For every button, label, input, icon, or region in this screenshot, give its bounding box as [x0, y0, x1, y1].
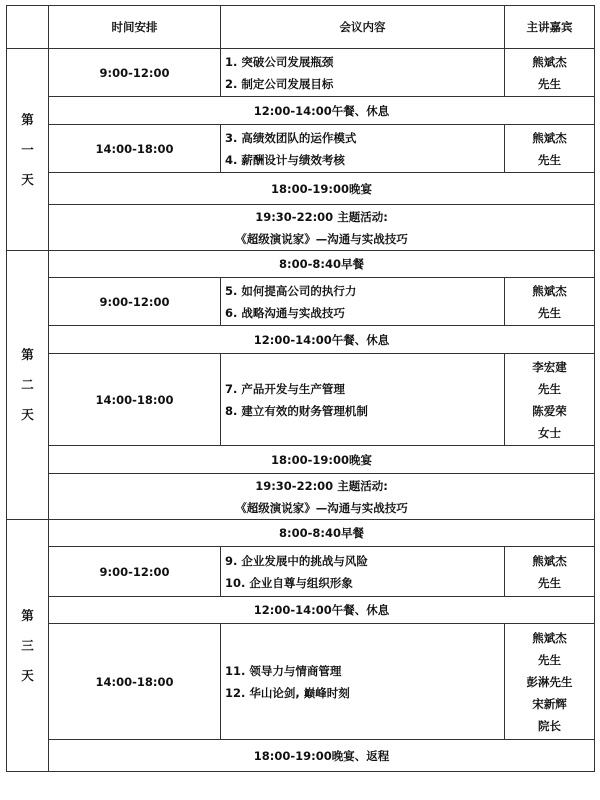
- session-speaker: [505, 354, 595, 446]
- full-width-cell: [49, 597, 595, 624]
- session-topic: 7. 产品开发与生产管理: [225, 381, 345, 396]
- full-row: [7, 597, 595, 624]
- day-label-char: 第: [21, 347, 34, 362]
- speaker-line: 陈爱荣: [532, 403, 567, 418]
- speaker-line: 李宏建: [532, 359, 567, 374]
- session-row: [7, 49, 595, 97]
- session-content: [221, 49, 505, 97]
- session-time: 14:00-18:00: [49, 624, 221, 740]
- day-label-char: 第: [21, 607, 34, 623]
- session-row: [7, 278, 595, 326]
- speaker-line: 先生: [538, 652, 561, 667]
- header-speaker: 主讲嘉宾: [505, 6, 595, 49]
- full-width-line: 8:00-8:40早餐: [279, 257, 364, 271]
- full-width-line: 12:00-14:00午餐、休息: [253, 103, 390, 118]
- session-time: 9:00-12:00: [49, 278, 221, 326]
- speaker-line: 院长: [538, 718, 561, 733]
- schedule-table: [6, 5, 595, 772]
- full-width-line: 18:00-19:00晚宴: [271, 452, 372, 467]
- day-label-char: 三: [21, 637, 34, 653]
- day-label-char: 天: [21, 407, 34, 422]
- speaker-line: 熊斌杰: [532, 130, 567, 145]
- session-topic: 9. 企业发展中的挑战与风险: [225, 553, 368, 568]
- speaker-line: 宋新辉: [532, 696, 567, 711]
- session-speaker: [505, 278, 595, 326]
- session-topic: 10. 企业自尊与组织形象: [225, 575, 353, 590]
- speaker-line: 先生: [538, 152, 561, 167]
- speaker-line: 熊斌杰: [532, 54, 567, 69]
- full-width-line: 《超级演说家》—沟通与实战技巧: [235, 500, 408, 515]
- session-content: [221, 547, 505, 597]
- full-width-cell: [49, 97, 595, 125]
- session-topic: 2. 制定公司发展目标: [225, 76, 334, 91]
- full-row: [7, 520, 595, 547]
- speaker-line: 先生: [538, 305, 561, 320]
- speaker-line: 彭淋先生: [526, 674, 573, 689]
- full-width-cell: [49, 173, 595, 205]
- session-topic: 3. 高绩效团队的运作模式: [225, 130, 357, 145]
- full-width-line: 12:00-14:00午餐、休息: [253, 332, 390, 347]
- session-topic: 4. 薪酬设计与绩效考核: [225, 152, 345, 167]
- session-row: [7, 354, 595, 446]
- session-topic: 11. 领导力与情商管理: [225, 663, 342, 678]
- session-row: [7, 624, 595, 740]
- day-label: [7, 520, 49, 772]
- full-row: [7, 173, 595, 205]
- full-row: [7, 205, 595, 251]
- day-label-char: 二: [21, 377, 34, 392]
- day-label-char: 一: [21, 141, 34, 157]
- speaker-line: 女士: [538, 425, 561, 440]
- full-row: [7, 251, 595, 278]
- full-row: [7, 446, 595, 474]
- session-topic: 5. 如何提高公司的执行力: [225, 283, 357, 298]
- session-time: 9:00-12:00: [49, 49, 221, 97]
- full-width-line: 18:00-19:00晚宴: [271, 181, 372, 196]
- full-width-cell: [49, 251, 595, 278]
- session-content: [221, 354, 505, 446]
- schedule-body: [7, 49, 595, 772]
- full-row: [7, 97, 595, 125]
- full-row: [7, 326, 595, 354]
- full-width-cell: [49, 326, 595, 354]
- day-label: [7, 251, 49, 520]
- speaker-line: 熊斌杰: [532, 283, 567, 298]
- full-width-line: 19:30-22:00 主题活动:: [255, 478, 388, 493]
- session-speaker: [505, 125, 595, 173]
- session-topic: 6. 战略沟通与实战技巧: [225, 305, 345, 320]
- day-label-char: 天: [21, 667, 34, 683]
- header-time: 时间安排: [49, 6, 221, 49]
- session-topic: 8. 建立有效的财务管理机制: [225, 403, 368, 418]
- full-width-cell: [49, 740, 595, 772]
- header-day: [7, 6, 49, 49]
- speaker-line: 熊斌杰: [532, 630, 567, 645]
- day-label-char: 第: [21, 111, 34, 127]
- full-row: [7, 474, 595, 520]
- session-content: [221, 125, 505, 173]
- session-speaker: [505, 624, 595, 740]
- session-content: [221, 624, 505, 740]
- full-width-line: 8:00-8:40早餐: [279, 526, 364, 540]
- speaker-line: 先生: [538, 575, 561, 590]
- full-width-line: 12:00-14:00午餐、休息: [253, 603, 390, 617]
- speaker-line: 先生: [538, 381, 561, 396]
- full-width-cell: [49, 205, 595, 251]
- full-width-cell: [49, 520, 595, 547]
- session-time: 14:00-18:00: [49, 125, 221, 173]
- session-topic: 1. 突破公司发展瓶颈: [225, 54, 334, 69]
- session-time: 14:00-18:00: [49, 354, 221, 446]
- session-topic: 12. 华山论剑, 巅峰时刻: [225, 685, 350, 700]
- full-row: [7, 740, 595, 772]
- day-label: [7, 49, 49, 251]
- session-time: 9:00-12:00: [49, 547, 221, 597]
- header-row: [7, 6, 595, 49]
- speaker-line: 熊斌杰: [532, 553, 567, 568]
- day-label-char: 天: [21, 171, 34, 187]
- header-content: 会议内容: [221, 6, 505, 49]
- speaker-line: 先生: [538, 76, 561, 91]
- full-width-line: 19:30-22:00 主题活动:: [255, 209, 388, 224]
- session-speaker: [505, 49, 595, 97]
- session-row: [7, 125, 595, 173]
- full-width-line: 18:00-19:00晚宴、返程: [253, 748, 390, 763]
- session-row: [7, 547, 595, 597]
- full-width-line: 《超级演说家》—沟通与实战技巧: [235, 231, 408, 246]
- full-width-cell: [49, 446, 595, 474]
- full-width-cell: [49, 474, 595, 520]
- session-speaker: [505, 547, 595, 597]
- session-content: [221, 278, 505, 326]
